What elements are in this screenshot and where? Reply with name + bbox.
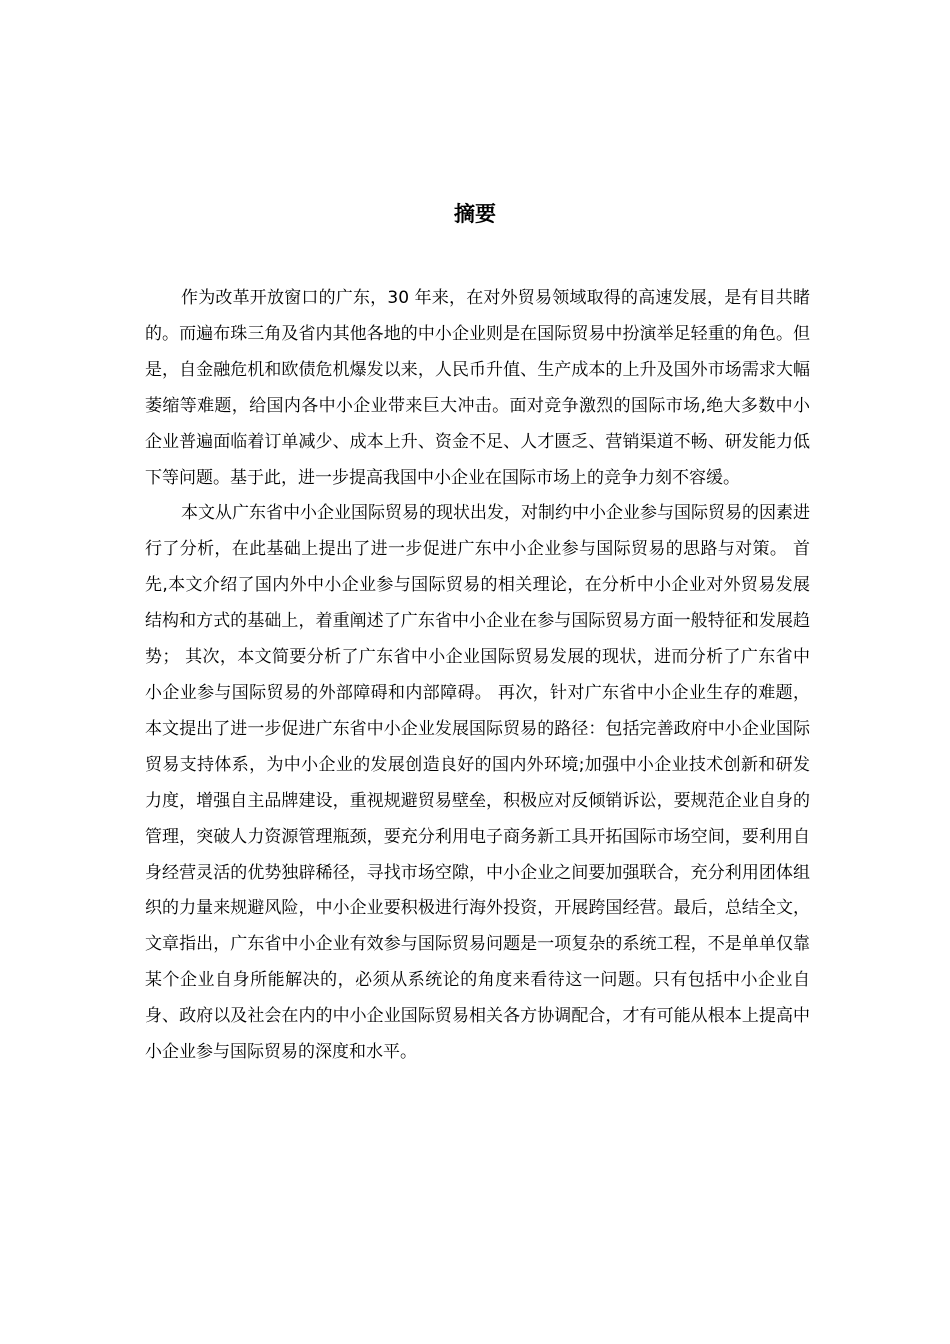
page-title: 摘要 — [454, 202, 496, 226]
abstract-paragraph-2: 本文从广东省中小企业国际贸易的现状出发，对制约中小企业参与国际贸易的因素进行了分析，在此基础上提出了进一步促进广东中小企业参与国际贸易的思路与对策。 首先,本文介绍了国内外中小企业参与国际贸易的相关理论，在分析中小企业对外贸易发展结构和方式的基础上，着重阐述了广东省中小企业在参与国际贸易方面一般特征和发展趋势； 其次，本文简要分析了广东省中小企业国际贸易发展的现状，进而分析了广东省中小企业参与国际贸易的外部障碍和内部障碍。 再次，针对广东省中小企业生存的难题，本文提出了进一步促进广东省中小企业发展国际贸易的路径：包括完善政府中小企业国际贸易支持体系，为中小企业的发展创造良好的国内外环境;加强中小企业技术创新和研发力度，增强自主品牌建设，重视规避贸易壁垒，积极应对反倾销诉讼，要规范企业自身的管理，突破人力资源管理瓶颈，要充分利用电子商务新工具开拓国际市场空间，要利用自身经营灵活的优势独辟稀径，寻找市场空隙，中小企业之间要加强联合，充分利用团体组织的力量来规避风险，中小企业要积极进行海外投资，开展跨国经营。最后，总结全文，文章指出，广东省中小企业有效参与国际贸易问题是一项复杂的系统工程，不是单单仅靠某个企业自身所能解决的，必须从系统论的角度来看待这一问题。只有包括中小企业自身、政府以及社会在内的中小企业国际贸易相关各方协调配合，才有可能从根本上提高中小企业参与国际贸易的深度和水平。 — [145, 503, 810, 1063]
abstract-body — [145, 281, 810, 1071]
abstract-paragraph-1: 作为改革开放窗口的广东，30 年来，在对外贸易领域取得的高速发展，是有目共睹的。而遍布珠三角及省内其他各地的中小企业则是在国际贸易中扮演举足轻重的角色。但是，自金融危机和欧债危机爆发以来，人民币升值、生产成本的上升及国外市场需求大幅萎缩等难题，给国内各中小企业带来巨大冲击。面对竞争激烈的国际市场,绝大多数中小企业普遍面临着订单减少、成本上升、资金不足、人才匮乏、营销渠道不畅、研发能力低下等问题。基于此，进一步提高我国中小企业在国际市场上的竞争力刻不容缓。 — [145, 288, 810, 488]
